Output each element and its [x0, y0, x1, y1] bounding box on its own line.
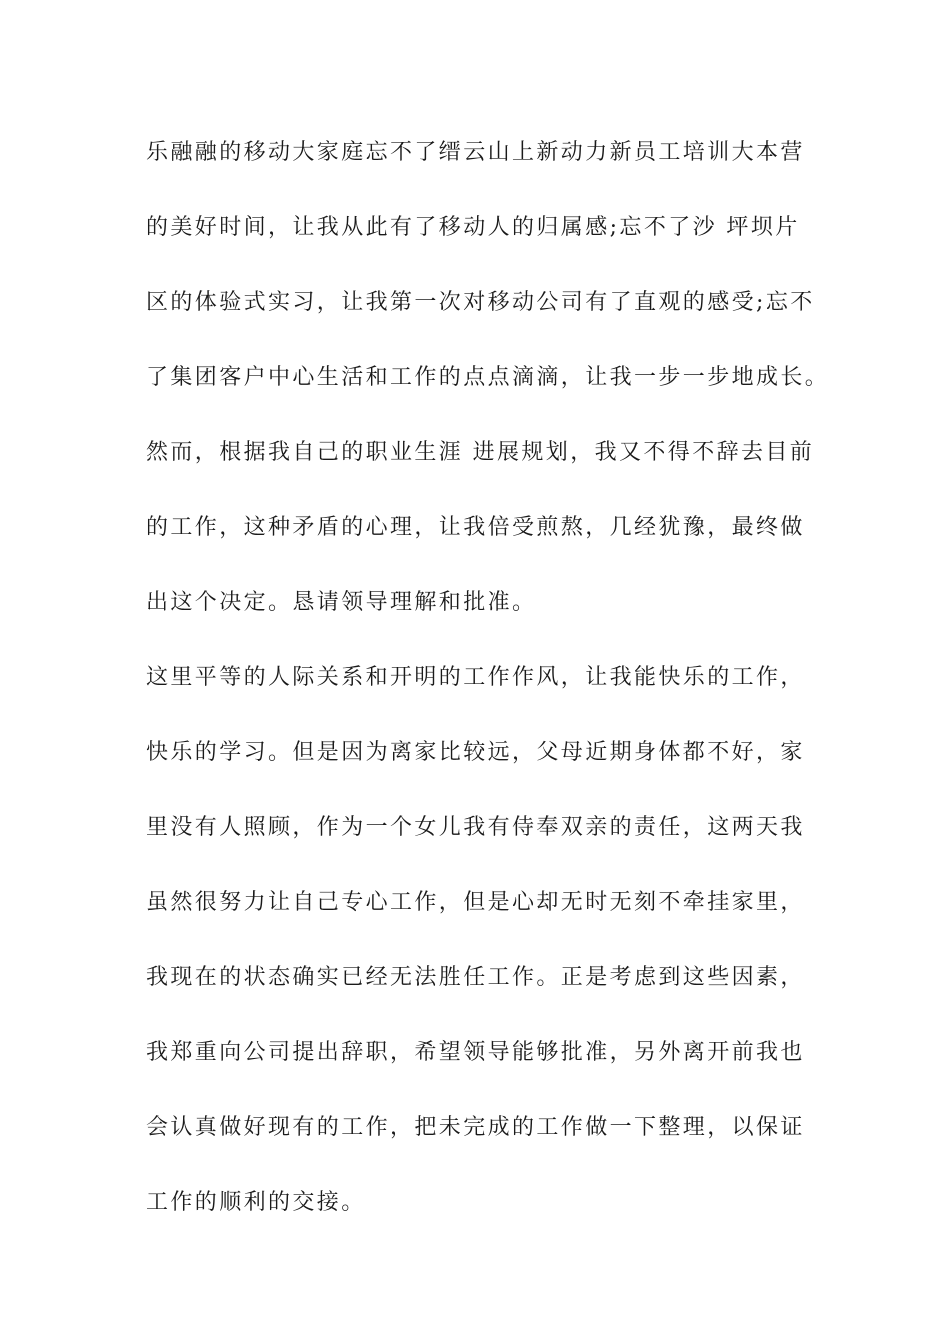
text-line: 我郑重向公司提出辞职，希望领导能够批准，另外离开前我也: [146, 1040, 805, 1065]
text-line: 会认真做好现有的工作，把未完成的工作做一下整理，以保证: [146, 1115, 805, 1140]
text-line: 的工作，这种矛盾的心理，让我倍受煎熬，几经犹豫，最终做: [146, 515, 805, 540]
text-line: 快乐的学习。但是因为离家比较远，父母近期身体都不好，家: [146, 740, 805, 765]
text-line: 的美好时间，让我从此有了移动人的归属感;忘不了沙 坪坝片: [146, 215, 800, 240]
text-line: 出这个决定。恳请领导理解和批准。: [146, 590, 537, 615]
text-line: 我现在的状态确实已经无法胜任工作。正是考虑到这些因素，: [146, 965, 805, 990]
text-line: 乐融融的移动大家庭忘不了缙云山上新动力新员工培训大本营: [146, 140, 805, 165]
text-line: 里没有人照顾，作为一个女儿我有侍奉双亲的责任，这两天我: [146, 815, 805, 840]
text-line: 区的体验式实习，让我第一次对移动公司有了直观的感受;忘不: [146, 290, 815, 315]
text-line: 虽然很努力让自己专心工作，但是心却无时无刻不牵挂家里，: [146, 890, 805, 915]
text-line: 工作的顺利的交接。: [146, 1190, 366, 1215]
text-line: 这里平等的人际关系和开明的工作作风，让我能快乐的工作，: [146, 665, 805, 690]
text-line: 然而，根据我自己的职业生涯 进展规划，我又不得不辞去目前: [146, 440, 815, 465]
text-line: 了集团客户中心生活和工作的点点滴滴，让我一步一步地成长。: [146, 365, 830, 390]
